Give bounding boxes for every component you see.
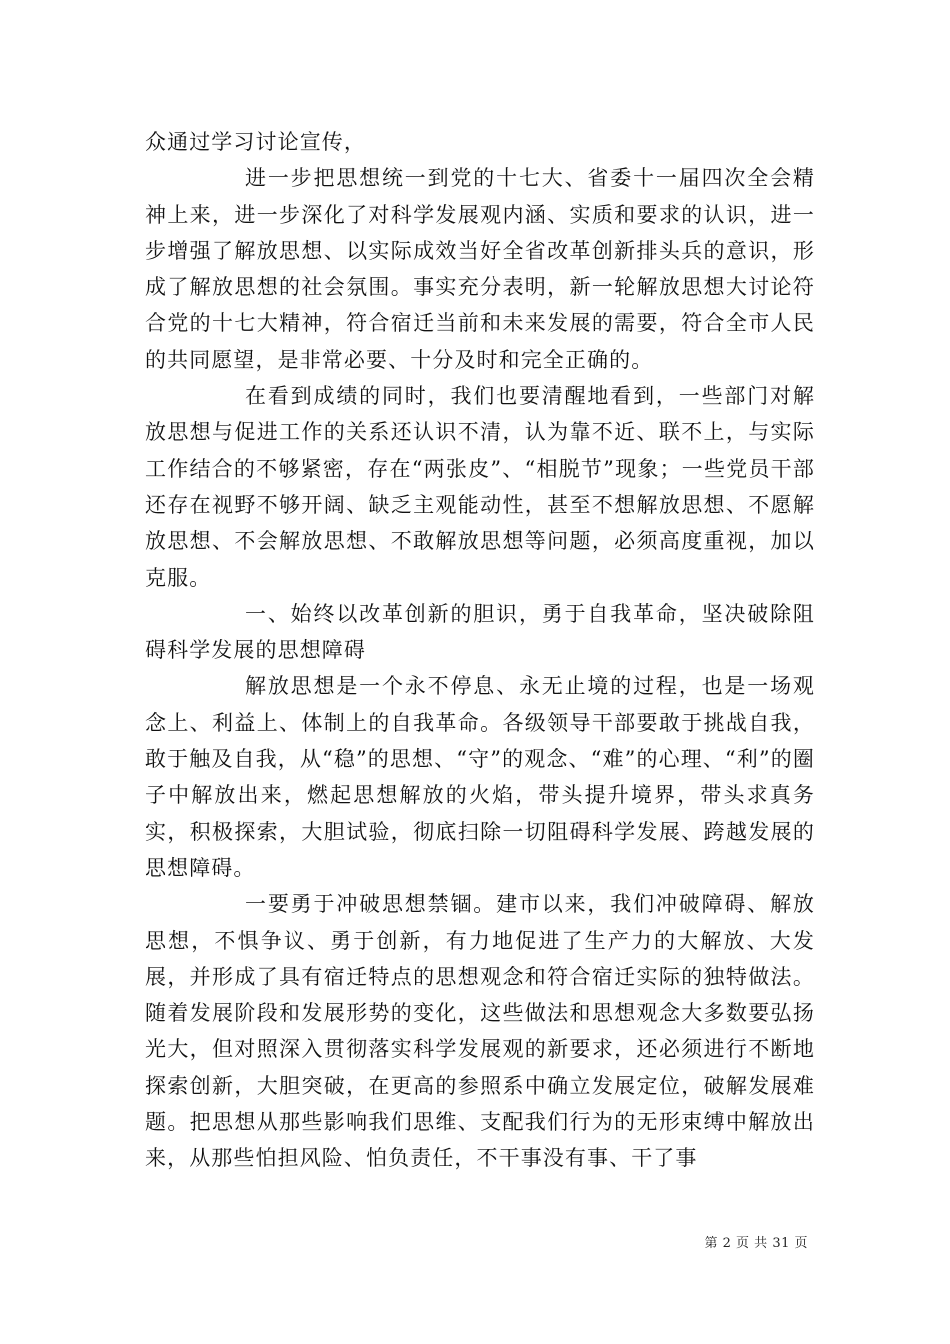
paragraph-5: 一要勇于冲破思想禁锢。建市以来，我们冲破障碍、解放思想，不惧争议、勇于创新，有力地促进了生产力的大解放、大发展，并形成了具有宿迁特点的思想观念和符合宿迁实际的独特做法。随着发展阶段和发展形势的变化，这些做法和思想观念大多数要弘扬光大，但对照深入贯彻落实科学发展观的新要求，还必须进行不断地探索创新，大胆突破，在更高的参照系中确立发展定位，破解发展难题。把思想从那些影响我们思维、支配我们行为的无形束缚中解放出来，从那些怕担风险、怕负责任，不干事没有事、干了事 bbox=[145, 892, 815, 1171]
paragraph-1: 众通过学习讨论宣传， bbox=[145, 130, 366, 154]
paragraph-4: 解放思想是一个永不停息、永无止境的过程，也是一场观念上、利益上、体制上的自我革命。各级领导干部要敢于挑战自我，敢于触及自我，从“稳”的思想、“守”的观念、“难”的心理、“利”的圈子中解放出来，燃起思想解放的火焰，带头提升境界，带头求真务实，积极探索，大胆试验，彻底扫除一切阻碍科学发展、跨越发展的思想障碍。 bbox=[145, 674, 815, 880]
page-number: 第 2 页 共 31 页 bbox=[704, 1236, 808, 1251]
paragraph-2: 进一步把思想统一到党的十七大、省委十一届四次全会精神上来，进一步深化了对科学发展观内涵、实质和要求的认识，进一步增强了解放思想、以实际成效当好全省改革创新排头兵的意识，形成了解放思想的社会氛围。事实充分表明，新一轮解放思想大讨论符合党的十七大精神，符合宿迁当前和未来发展的需要，符合全市人民的共同愿望，是非常必要、十分及时和完全正确的。 bbox=[145, 166, 815, 372]
body-text bbox=[145, 124, 815, 1177]
section-heading: 一、始终以改革创新的胆识，勇于自我革命，坚决破除阻碍科学发展的思想障碍 bbox=[145, 601, 815, 663]
paragraph-3: 在看到成绩的同时，我们也要清醒地看到，一些部门对解放思想与促进工作的关系还认识不清，认为靠不近、联不上，与实际工作结合的不够紧密，存在“两张皮”、“相脱节”现象；一些党员干部还存在视野不够开阔、缺乏主观能动性，甚至不想解放思想、不愿解放思想、不会解放思想、不敢解放思想等问题，必须高度重视，加以克服。 bbox=[145, 384, 815, 590]
